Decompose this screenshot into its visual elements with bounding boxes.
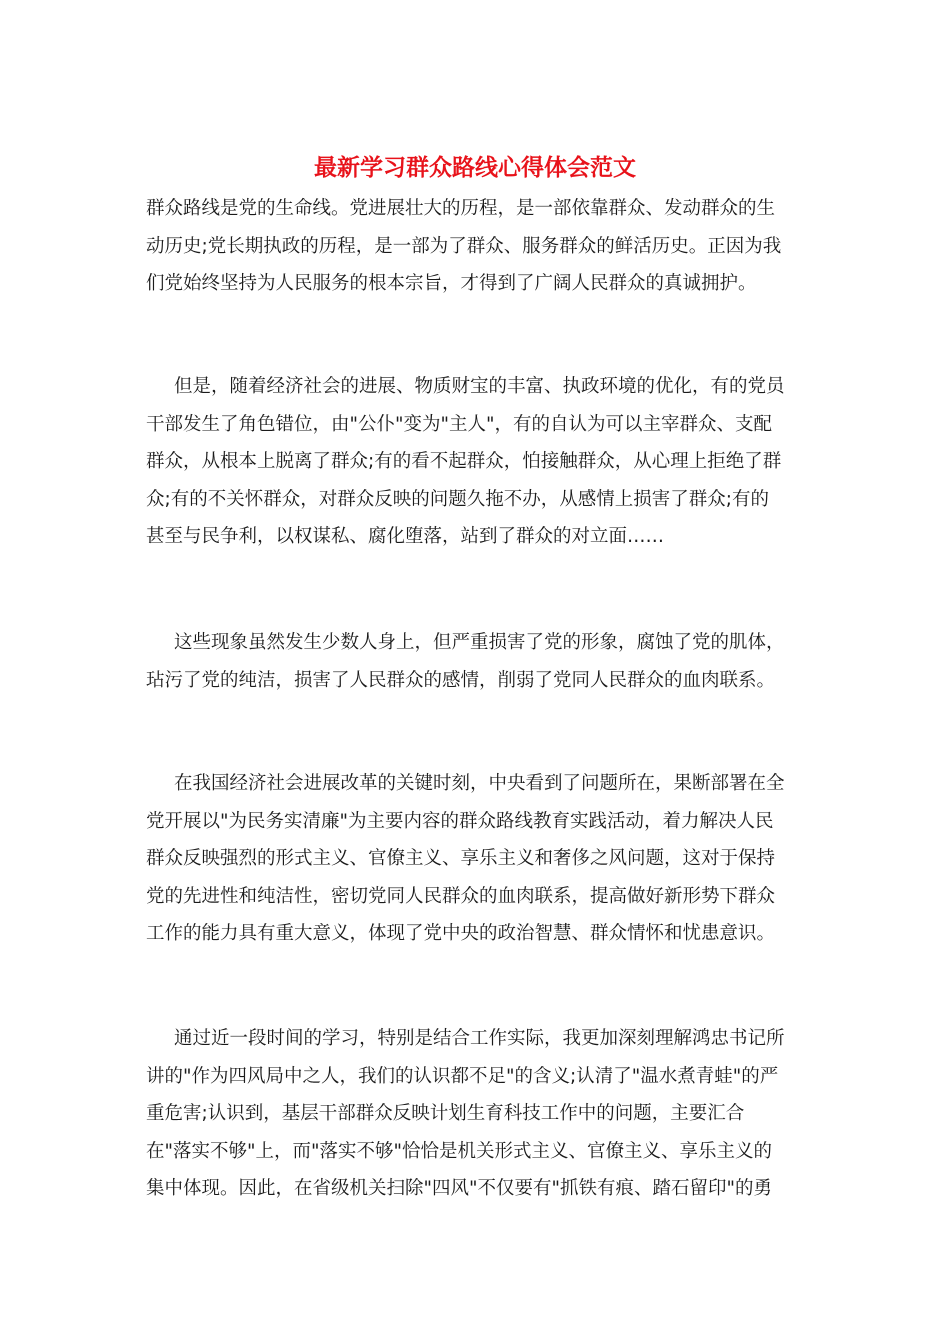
- paragraph-line: 群众，从根本上脱离了群众;有的看不起群众，怕接触群众，从心理上拒绝了群: [146, 451, 782, 472]
- paragraph-line: 甚至与民争利，以权谋私、腐化堕落，站到了群众的对立面……: [146, 526, 665, 547]
- paragraph-line: 干部发生了角色错位，由"公仆"变为"主人"，有的自认为可以主宰群众、支配: [146, 413, 773, 435]
- paragraph-line: 在我国经济社会进展改革的关键时刻，中央看到了问题所在，果断部署在全: [174, 773, 785, 794]
- paragraph-line: 玷污了党的纯洁，损害了人民群众的感情，削弱了党同人民群众的血肉联系。: [146, 669, 776, 691]
- paragraph-line: 这些现象虽然发生少数人身上，但严重损害了党的形象，腐蚀了党的肌体，: [174, 632, 785, 653]
- paragraph-5: [146, 1020, 806, 1208]
- paragraph-1: [146, 190, 806, 303]
- document-title: 最新学习群众路线心得体会范文: [314, 154, 636, 181]
- paragraph-line: 工作的能力具有重大意义，体现了党中央的政治智慧、群众情怀和忧患意识。: [146, 923, 776, 944]
- paragraph-line: 集中体现。因此，在省级机关扫除"四风"不仅要有"抓铁有痕、踏石留印"的勇: [146, 1178, 773, 1199]
- paragraph-4: [146, 765, 806, 953]
- paragraph-line: 动历史;党长期执政的历程，是一部为了群众、服务群众的鲜活历史。正因为我: [146, 235, 782, 257]
- paragraph-line: 讲的"作为四风局中之人，我们的认识都不足"的含义;认清了"温水煮青蛙"的严: [146, 1065, 779, 1087]
- paragraph-line: 但是，随着经济社会的进展、物质财宝的丰富、执政环境的优化，有的党员: [174, 376, 785, 397]
- paragraph-line: 党的先进性和纯洁性，密切党同人民群众的血肉联系，提高做好新形势下群众: [146, 885, 776, 907]
- paragraph-line: 群众路线是党的生命线。党进展壮大的历程，是一部依靠群众、发动群众的生: [146, 198, 776, 219]
- paragraph-line: 群众反映强烈的形式主义、官僚主义、享乐主义和奢侈之风问题，这对于保持: [146, 848, 776, 869]
- paragraph-line: 众;有的不关怀群众，对群众反映的问题久拖不办，从感情上损害了群众;有的: [146, 488, 769, 510]
- paragraph-line: 重危害;认识到，基层干部群众反映计划生育科技工作中的问题，主要汇合: [146, 1103, 745, 1124]
- paragraph-line: 通过近一段时间的学习，特别是结合工作实际，我更加深刻理解鸿忠书记所: [174, 1028, 785, 1049]
- paragraph-3: [146, 624, 806, 699]
- paragraph-line: 们党始终坚持为人民服务的根本宗旨，才得到了广阔人民群众的真诚拥护。: [146, 273, 757, 294]
- paragraph-line: 党开展以"为民务实清廉"为主要内容的群众路线教育实践活动，着力解决人民: [146, 810, 774, 832]
- paragraph-2: [146, 368, 806, 556]
- paragraph-line: 在"落实不够"上，而"落实不够"恰恰是机关形式主义、官僚主义、享乐主义的: [146, 1140, 773, 1162]
